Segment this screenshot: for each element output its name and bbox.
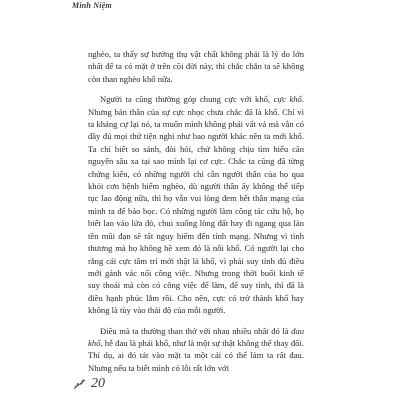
paragraph <box>88 325 304 375</box>
text-run: nghèo, ta thấy sự hưởng thụ vật chất không phải là lý do lớn nhất để ta có mặt ở trên cõi đời này, thì chắc chắn ta sẽ không còn than nghèo khổ nữa. <box>88 49 304 84</box>
page-number: 20 <box>91 376 105 391</box>
body-text <box>88 48 304 374</box>
leaf-sprig-icon <box>72 377 88 391</box>
text-run: . Nhưng bản thân của sự cực nhọc chưa chắc đã là khổ. Chỉ vì ta kháng cự lại nó, ta muốn mình không phải vất vả mà vẫn có đầy đủ mọi thứ tiện nghi như bao người khác nên ta mới khổ. Ta chỉ biết so sánh, đòi hỏi, chứ không chịu tìm hiểu căn nguyên sâu xa tại sao mình lại cơ cực. Chắc ta cũng đã từng chứng kiến, có những người chỉ cần người thân của họ qua khỏi cơn bệnh hiểm nghèo, dù người thân ấy không thể tiếp tục lao động nữa, thì họ vẫn vui lòng đem hết thân mạng của mình ra để bảo bọc. Có những người làm công tác cứu hộ, họ biết lao vào lửa đỏ, chui xuống lòng đất hay đi ngang qua làn tên mũi đạn sẽ rất nguy hiểm đến tính mạng. Nhưng vì tình thương mà họ không hề xem đó là nỗi khổ. Có người lại cho rằng cái cực tâm trí mới thật là khổ, vì phải suy tính đủ điều mới gánh vác nổi công việc. Nhưng trong thời buổi kinh tế suy thoái mà còn có công việc để làm, để suy tính, thì đã là điều hạnh phúc lắm rồi. Cho nên, cực có trở thành khổ hay không là tùy vào thái độ của mỗi người. <box>88 94 305 316</box>
text-run: Điều mà ta thường than thở với nhau nhiều nhất đó là <box>100 325 292 336</box>
text-run: , hễ đau là phải khổ, như là một sự thật không thể thay đổi. Thí dụ, ai đó tát vào mặt ta một cái có thể làm ta rất đau. Nhưng nếu ta biết mình có lỗi rất lớn với <box>88 337 304 373</box>
paragraph <box>88 93 304 316</box>
emphasized-term: cực khổ <box>273 94 302 105</box>
paragraph <box>88 48 304 85</box>
running-head: Minh Niệm <box>72 1 112 10</box>
emphasized-term: đau khổ <box>88 325 304 348</box>
text-run: Người ta cũng thường góp chung cực với khổ, <box>100 94 274 105</box>
folio <box>72 376 105 392</box>
